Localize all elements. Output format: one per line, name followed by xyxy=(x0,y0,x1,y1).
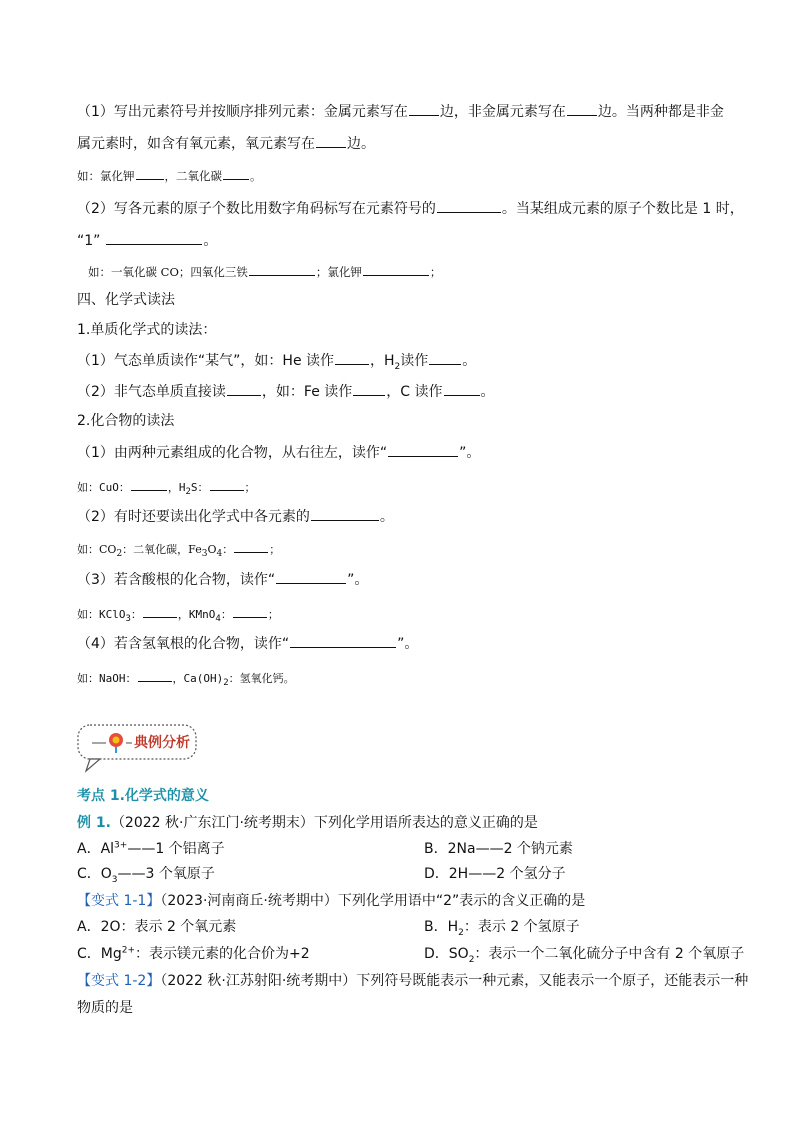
text: ，H xyxy=(167,481,186,494)
subscript: 3 xyxy=(125,614,131,625)
subscript: 3 xyxy=(111,874,118,885)
fill-blank[interactable] xyxy=(143,603,177,618)
option-d[interactable]: D．2H——2 个氢分子 xyxy=(424,866,566,882)
fill-blank[interactable] xyxy=(311,506,379,521)
banner-label: 典例分析 xyxy=(134,735,190,751)
text: O xyxy=(207,543,217,556)
option-c[interactable] xyxy=(77,946,310,962)
text: ； xyxy=(267,608,279,621)
compound-rule4 xyxy=(77,633,418,654)
subscript: 2 xyxy=(223,678,229,689)
option-d[interactable] xyxy=(424,944,744,964)
fill-blank[interactable] xyxy=(409,101,439,116)
fill-blank[interactable] xyxy=(136,165,164,180)
compound-example2 xyxy=(77,538,280,560)
compound-example4 xyxy=(77,667,295,689)
option-b[interactable] xyxy=(424,917,580,937)
text: 。 xyxy=(250,169,262,183)
fill-blank[interactable] xyxy=(290,633,396,648)
text: （1）写出元素符号并按顺序排列元素：金属元素写在 xyxy=(77,104,408,120)
rule2-line1 xyxy=(77,198,744,219)
text: ，二氧化碳 xyxy=(164,169,222,183)
text: D．SO xyxy=(424,946,469,962)
text: （3）若含酸根的化合物，读作“ xyxy=(77,572,276,588)
text: （1）气态单质读作“某气”，如：He 读作 xyxy=(77,353,335,369)
subscript: 2 xyxy=(116,549,123,560)
text: ，C 读作 xyxy=(386,384,443,400)
text: C．O xyxy=(77,866,112,882)
text: 。 xyxy=(480,384,495,400)
text: ”。 xyxy=(347,572,369,588)
text: 如：CuO： xyxy=(77,481,130,494)
example-1-options-row1 xyxy=(77,839,717,859)
text: 如：CO xyxy=(77,543,117,556)
variant-1-1-question xyxy=(77,891,585,911)
text: ； xyxy=(429,265,442,279)
variant-label: 【变式 1-1】 xyxy=(77,893,161,909)
rule2-line2 xyxy=(77,230,217,251)
text: A．Al xyxy=(77,841,115,857)
variant-1-2-question-cont: 物质的是 xyxy=(77,1000,133,1016)
text: ，KMnO xyxy=(177,608,216,621)
text: “1” xyxy=(77,233,101,249)
text: ，Ca(OH) xyxy=(172,672,224,685)
text: 如：氯化钾 xyxy=(77,169,135,183)
compound-rule2 xyxy=(77,506,394,527)
single-rule2 xyxy=(77,381,495,402)
fill-blank[interactable] xyxy=(567,101,597,116)
text: ：二氧化碳，Fe xyxy=(122,543,202,556)
text: 如：KClO xyxy=(77,608,126,621)
text: ： xyxy=(220,608,232,621)
compound-rule3 xyxy=(77,569,368,590)
compound-rule1 xyxy=(77,442,480,463)
text: 边，非金属元素写在 xyxy=(439,104,566,120)
rule2-example xyxy=(88,261,441,282)
fill-blank[interactable] xyxy=(316,133,346,148)
text: （1）由两种元素组成的化合物，从右往左，读作“ xyxy=(77,445,388,461)
fill-blank[interactable] xyxy=(227,381,261,396)
subscript: 2 xyxy=(185,487,191,498)
fill-blank[interactable] xyxy=(363,261,429,276)
option-a[interactable]: A．2O：表示 2 个氧元素 xyxy=(77,919,237,935)
text: ；氯化钾 xyxy=(315,265,362,279)
subscript: 4 xyxy=(215,614,221,625)
text: ； xyxy=(244,481,256,494)
text: （2）写各元素的原子个数比用数字角码标写在元素符号的 xyxy=(77,201,436,217)
text: 。当某组成元素的原子个数比是 1 时， xyxy=(501,201,744,217)
text: ：表示镁元素的化合价为+2 xyxy=(135,946,310,962)
fill-blank[interactable] xyxy=(223,165,249,180)
text: 读作 xyxy=(400,353,429,369)
fill-blank[interactable] xyxy=(388,442,458,457)
fill-blank[interactable] xyxy=(353,381,385,396)
text: 边。当两种都是非金 xyxy=(597,104,724,120)
option-a[interactable] xyxy=(77,841,225,857)
text: ”。 xyxy=(397,636,419,652)
text: （2022 秋·广东江门·统考期末）下列化学用语所表达的意义正确的是 xyxy=(110,815,538,831)
text: （2）非气态单质直接读 xyxy=(77,384,226,400)
compound-example1 xyxy=(77,476,256,498)
text: （2023·河南商丘·统考期中）下列化学用语中“2”表示的含义正确的是 xyxy=(160,893,586,909)
example-1-options-row2 xyxy=(77,864,717,884)
text: ： xyxy=(222,543,234,556)
text: ——1 个铝离子 xyxy=(127,841,225,857)
fill-blank[interactable] xyxy=(437,198,501,213)
fill-blank[interactable] xyxy=(234,538,268,553)
rule1-line2 xyxy=(77,133,375,154)
text: ：氢氧化钙。 xyxy=(228,672,295,685)
text: S： xyxy=(190,481,209,494)
text: ——3 个氧原子 xyxy=(117,866,215,882)
superscript: 2+ xyxy=(121,945,136,956)
fill-blank[interactable] xyxy=(131,476,167,491)
example-1-question xyxy=(77,813,538,833)
fill-blank[interactable] xyxy=(106,230,202,245)
text: ：表示一个二氧化硫分子中含有 2 个氧原子 xyxy=(474,946,745,962)
fill-blank[interactable] xyxy=(138,667,172,682)
text: 如：一氧化碳 CO；四氧化三铁 xyxy=(88,265,248,279)
text: ，如：Fe 读作 xyxy=(261,384,353,400)
section-title: 四、化学式读法 xyxy=(77,292,175,308)
subscript: 2 xyxy=(458,927,464,938)
example-analysis-banner xyxy=(76,723,198,773)
text: （2022 秋·江苏射阳·统考期中）下列符号既能表示一种元素，又能表示一个原子，还能表示一种 xyxy=(160,973,749,989)
fill-blank[interactable] xyxy=(444,381,480,396)
variant-1-1-options-row2 xyxy=(77,944,745,965)
option-c[interactable] xyxy=(77,866,215,885)
text: 边。 xyxy=(347,136,375,152)
variant-1-2-question xyxy=(77,971,748,991)
fill-blank[interactable] xyxy=(335,350,369,365)
rule1-line1 xyxy=(77,101,724,122)
subheading: 2.化合物的读法 xyxy=(77,413,175,429)
text: ； xyxy=(269,543,281,556)
single-rule1 xyxy=(77,350,476,371)
text: （2）有时还要读出化学式中各元素的 xyxy=(77,509,310,525)
subheading: 1.单质化学式的读法： xyxy=(77,322,217,338)
superscript: 3+ xyxy=(114,840,128,851)
subscript: 3 xyxy=(201,549,208,560)
text: ： xyxy=(130,608,142,621)
text: 属元素时，如含有氧元素，氧元素写在 xyxy=(77,136,315,152)
example-label: 例 1. xyxy=(77,815,111,831)
rule1-example xyxy=(77,165,262,186)
subscript: 2 xyxy=(394,361,401,372)
text: ，H xyxy=(370,353,395,369)
fill-blank[interactable] xyxy=(429,350,461,365)
text: 如：NaOH： xyxy=(77,672,137,685)
text: 。 xyxy=(203,233,218,249)
text: ”。 xyxy=(459,445,481,461)
fill-blank[interactable] xyxy=(233,603,267,618)
subscript: 2 xyxy=(468,954,475,965)
subscript: 4 xyxy=(216,549,223,560)
text: 。 xyxy=(462,353,477,369)
compound-example3 xyxy=(77,603,279,625)
option-b[interactable]: B．2Na——2 个钠元素 xyxy=(424,841,573,857)
topic-heading: 考点 1.化学式的意义 xyxy=(77,788,209,804)
variant-1-1-options-row1 xyxy=(77,917,717,937)
fill-blank[interactable] xyxy=(249,261,315,276)
text: ：表示 2 个氢原子 xyxy=(463,919,580,935)
text: 。 xyxy=(379,509,394,525)
text: B．H xyxy=(424,919,459,935)
text: （4）若含氢氧根的化合物，读作“ xyxy=(77,636,290,652)
fill-blank[interactable] xyxy=(276,569,346,584)
fill-blank[interactable] xyxy=(210,476,244,491)
variant-label: 【变式 1-2】 xyxy=(77,973,161,989)
text: C．Mg xyxy=(77,946,122,962)
